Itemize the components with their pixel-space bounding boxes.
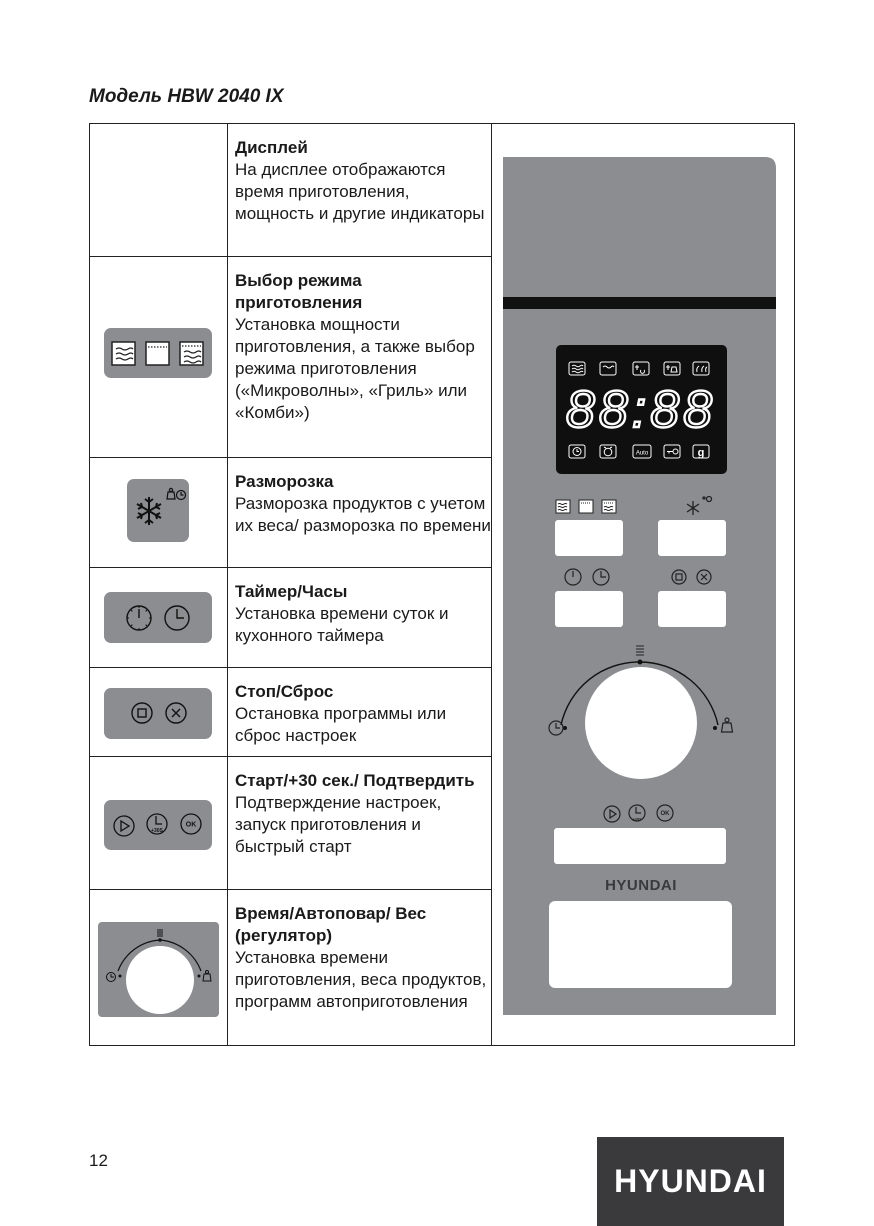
row-description: Подтверждение настроек, запуск приготовления и быстрый старт — [235, 793, 442, 856]
ok-icon — [181, 814, 201, 834]
led-display — [556, 345, 727, 474]
row-heading: Время/Автоповар/ Вес (регулятор) — [235, 904, 427, 945]
column-divider-1 — [227, 124, 228, 1045]
plus30-label: +30S — [151, 828, 163, 834]
play-icon — [114, 816, 134, 836]
row-description: Установка мощности приготовления, а также выбор режима приготовления («Микроволны», «Гриль» или «Комби») — [235, 315, 475, 422]
snowflake-icon — [137, 497, 161, 525]
menu-icon — [157, 930, 163, 936]
row-stop — [235, 681, 491, 747]
control-panel-illustration — [503, 157, 776, 1015]
column-divider-2 — [491, 124, 492, 1045]
row-display — [235, 137, 491, 225]
row-description: Установка времени приготовления, веса продуктов, программ автоприготовления — [235, 948, 487, 1011]
row-start — [235, 770, 491, 858]
row-heading: Таймер/Часы — [235, 582, 348, 601]
stop-icon-panel — [104, 688, 212, 739]
row-divider — [90, 567, 492, 568]
clock-icon — [165, 606, 189, 630]
row-defrost — [235, 471, 491, 537]
row-description: Остановка программы или сброс настроек — [235, 704, 447, 745]
row-description: Установка времени суток и кухонного таймера — [235, 604, 449, 645]
row-divider — [90, 889, 492, 890]
grill-mode-icon — [146, 342, 169, 365]
timer-icon — [127, 606, 151, 630]
row-heading: Дисплей — [235, 138, 308, 157]
stop-reset-button[interactable] — [658, 591, 726, 627]
row-description: Разморозка продуктов с учетом их веса/ разморозка по времени — [235, 494, 491, 535]
knob-icon-panel — [98, 922, 219, 1017]
row-knob — [235, 903, 491, 1013]
weight-icon — [167, 488, 175, 499]
start-icon-panel — [104, 800, 212, 850]
row-divider — [90, 756, 492, 757]
combi-mode-icon — [180, 342, 203, 365]
row-heading: Стоп/Сброс — [235, 682, 334, 701]
mode-button[interactable] — [555, 520, 623, 556]
row-heading: Выбор режима приготовления — [235, 271, 363, 312]
brand-logo: HYUNDAI — [597, 1137, 784, 1226]
stop-icon — [132, 703, 152, 723]
microwave-mode-icon — [112, 342, 135, 365]
ok-label: OK — [660, 811, 670, 817]
door-release-button[interactable] — [549, 901, 732, 988]
weight-icon — [203, 971, 211, 982]
auto-indicator-label: Auto — [635, 450, 649, 457]
panel-stripe — [503, 297, 776, 309]
row-description: На дисплее отображаются время приготовления, мощность и другие индикаторы — [235, 160, 485, 223]
row-divider — [90, 667, 492, 668]
defrost-button[interactable] — [658, 520, 726, 556]
row-timer — [235, 581, 491, 647]
plus30-label: +30S — [632, 816, 642, 822]
row-mode — [235, 270, 491, 424]
row-divider — [90, 457, 492, 458]
mode-icon-panel — [104, 328, 212, 378]
controls-table — [89, 123, 795, 1046]
weight-indicator-label: g — [697, 447, 705, 459]
clock-icon — [107, 973, 116, 982]
model-title: Модель HBW 2040 IX — [89, 86, 284, 107]
plus30-clock-icon — [147, 814, 167, 834]
timer-clock-button[interactable] — [555, 591, 623, 627]
start-button[interactable] — [554, 828, 726, 864]
clock-icon — [177, 491, 186, 500]
page-number: 12 — [89, 1151, 108, 1170]
row-divider — [90, 256, 492, 257]
timer-icon-panel — [104, 592, 212, 643]
reset-icon — [166, 703, 186, 723]
row-heading: Разморозка — [235, 472, 334, 491]
selector-knob[interactable] — [585, 667, 697, 779]
mode-button-label-icons — [556, 500, 616, 513]
row-heading: Старт/+30 сек./ Подтвердить — [235, 771, 475, 790]
digits-readout: 88:88 — [565, 381, 717, 439]
panel-brand-logo: HYUNDAI — [605, 877, 677, 894]
knob — [126, 946, 194, 1014]
defrost-icon-panel — [127, 479, 189, 542]
ok-label: OK — [185, 821, 197, 829]
